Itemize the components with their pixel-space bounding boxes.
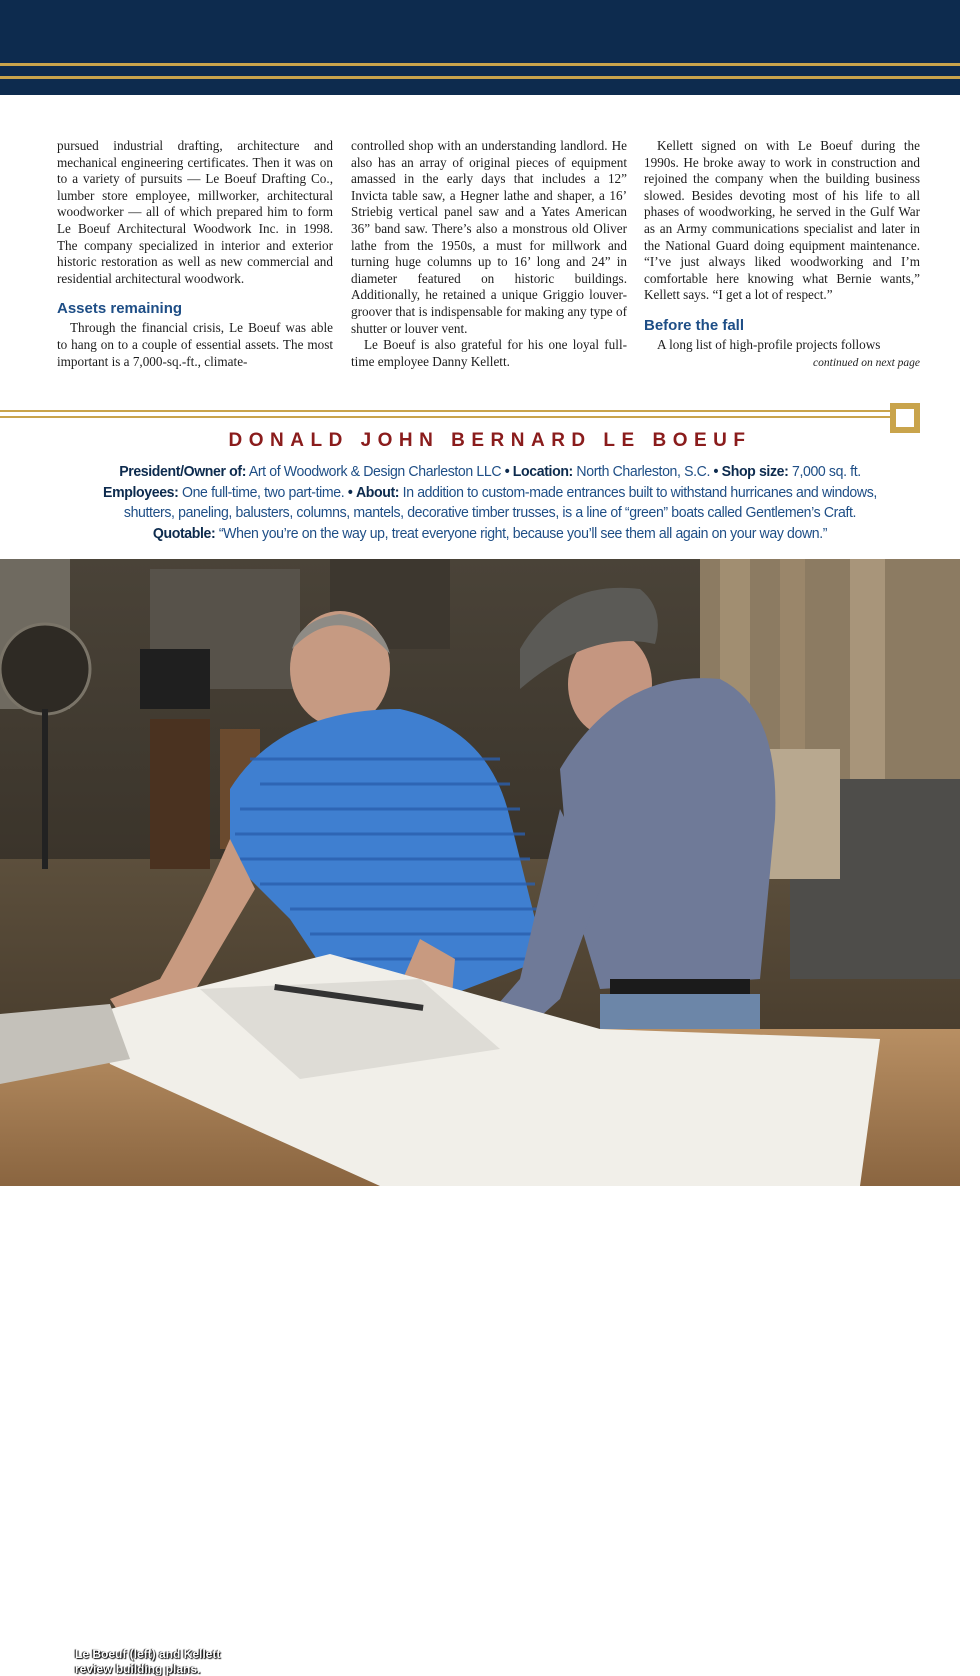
article-column-3: [644, 138, 920, 371]
article-column-1: [57, 138, 333, 370]
profile-name: DONALD JOHN BERNARD LE BOEUF: [228, 430, 752, 451]
employees-label: Employees:: [103, 483, 179, 501]
separator: •: [347, 483, 353, 501]
paragraph: Kellett signed on with Le Boeuf during the 1990s. He broke away to work in construction and rejoined the company when the building business slowed. Besides devoting most of his life to all phases of woodworking, he served in the Gulf War as an Army communications specialist and later in the National Guard doing equipment maintenance. “I’ve just always liked woodworking and I’m comfortable here knowing what Bernie wants,” Kellett says. “I get a lot of respect.”: [644, 138, 920, 303]
square-ornament-icon: [890, 403, 920, 433]
banner-gold-rule-top: [0, 63, 960, 66]
about-label: About:: [355, 483, 400, 501]
shop-size-label: Shop size:: [721, 463, 789, 480]
paragraph: Through the financial crisis, Le Boeuf was able to hang on to a couple of essential assets. The most important is a 7,000-sq.-ft., climate-: [57, 320, 333, 369]
banner-gold-rule-bottom: [0, 76, 960, 79]
photo-illustration: [0, 559, 960, 1186]
quotable-label: Quotable:: [152, 524, 216, 542]
quotable-value: “When you’re on the way up, treat everyone right, because you’ll see them all again on your way down.”: [218, 524, 828, 542]
paragraph: pursued industrial drafting, architecture and mechanical engineering certificates. Then it was on to a variety of pursuits — Le Boeuf Drafting Co., lumber store employee, millworker, architectural woodworker — all of which prepared him to form Le Boeuf Architectural Woodwork Inc. in 1998. The company specialized in interior and exterior historic restoration as well as new commercial and residential architectural woodwork.: [57, 138, 333, 286]
paragraph: Le Boeuf is also grateful for his one loyal full-time employee Danny Kellett.: [351, 337, 627, 369]
photo-caption: Le Boeuf (left) and Kellett review building plans.: [75, 1647, 221, 1676]
location-label: Location:: [512, 463, 573, 480]
profile-details: [76, 462, 903, 544]
divider-line: [0, 410, 892, 412]
about-value: In addition to custom-made entrances built to withstand hurricanes and windows, shutters, paneling, balusters, columns, mantels, decorative timber trusses, is a line of “green” boats called Gentlemen’s Craft.: [123, 483, 877, 521]
workshop-photo: [0, 559, 960, 1676]
section-divider: [0, 410, 892, 420]
employees-value: One full-time, two part-time.: [182, 483, 345, 501]
section-heading-assets-remaining: Assets remaining: [57, 300, 183, 318]
shop-size-value: 7,000 sq. ft.: [791, 463, 861, 480]
paragraph: controlled shop with an understanding landlord. He also has an array of original pieces of equipment amassed in the early days that includes a 12” Invicta table saw, a Hegner lathe and shaper, a 16’ Striebig vertical panel saw and a Yates American 36” band saw. There’s also a monstrous old Oliver lathe from the 1950s, a must for millwork and turning huge columns up to 16’ long and 24” in diameter featured on historic buildings. Additionally, he retained a unique Griggio louver-groover that is indispensable for making any type of shutter or louver vent.: [351, 138, 627, 336]
separator: •: [504, 463, 510, 480]
header-banner: [0, 0, 960, 95]
divider-line: [0, 416, 892, 418]
president-label: President/Owner of:: [119, 463, 247, 480]
separator: •: [713, 463, 719, 480]
continued-link[interactable]: continued on next page: [813, 356, 920, 369]
location-value: North Charleston, S.C.: [576, 463, 711, 480]
president-value: Art of Woodwork & Design Charleston LLC: [248, 463, 502, 480]
paragraph: A long list of high-profile projects follows: [657, 336, 881, 352]
section-heading-before-the-fall: Before the fall: [644, 316, 745, 334]
article-column-2: [351, 138, 627, 370]
